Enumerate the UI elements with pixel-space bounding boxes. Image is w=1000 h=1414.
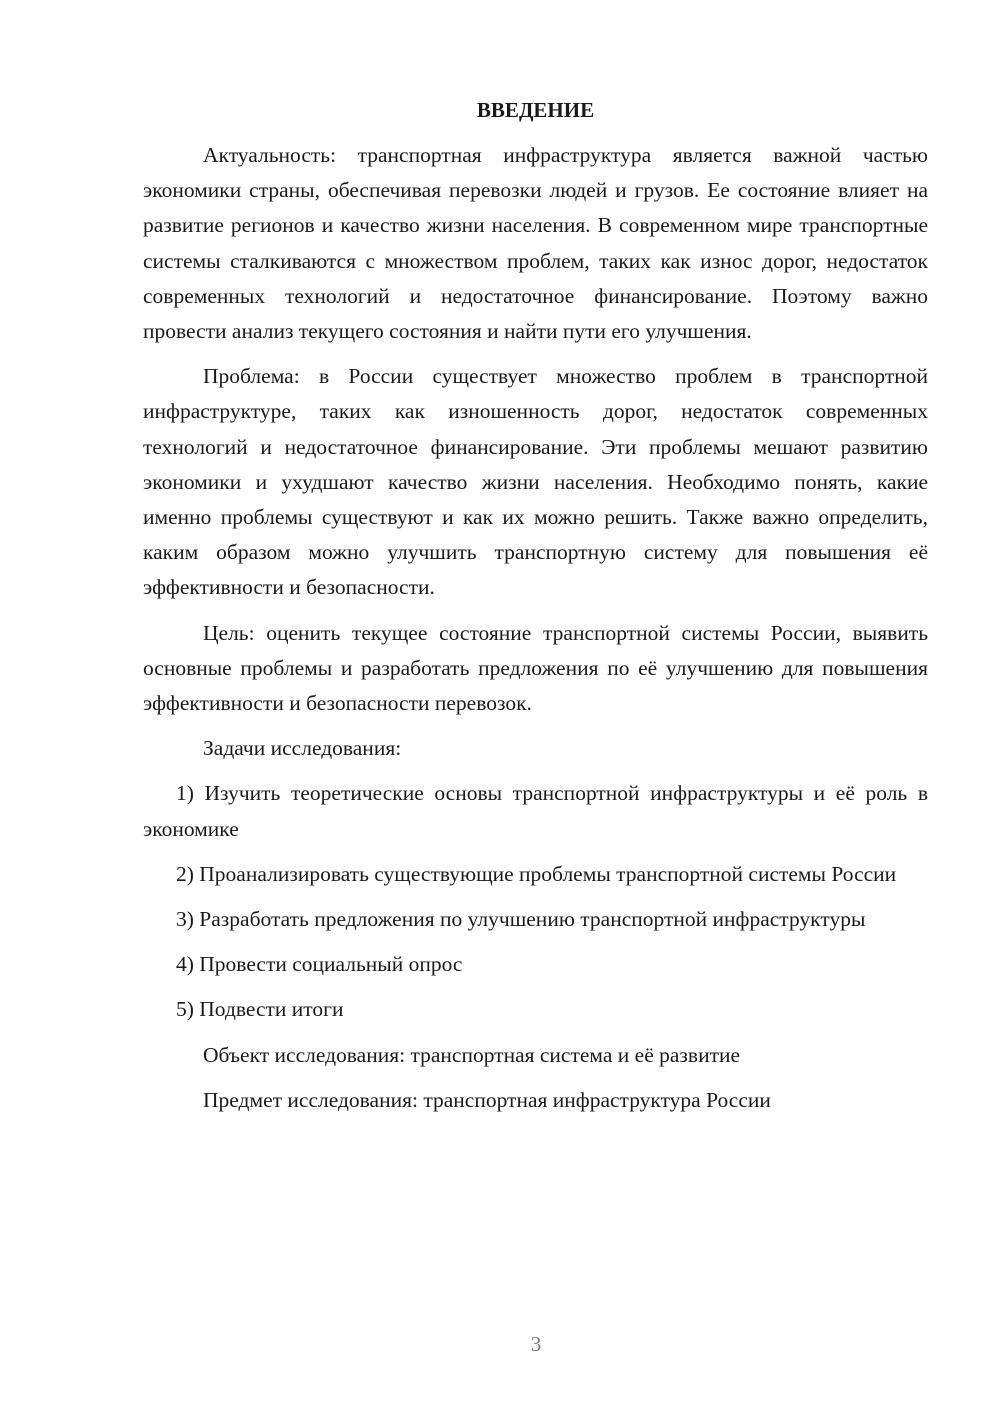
research-object: Объект исследования: транспортная система и её развитие: [203, 1042, 741, 1067]
section-title: ВВЕДЕНИЕ: [476, 98, 595, 122]
task-item: 2) Проанализировать существующие проблемы транспортной системы России: [176, 861, 897, 886]
page-number: 3: [530, 1332, 542, 1356]
task-item: 3) Разработать предложения по улучшению транспортной инфраструктуры: [176, 907, 866, 932]
task-item: 4) Провести социальный опрос: [176, 952, 463, 977]
problem-paragraph: Проблема: в России существует множество проблем в транспортной инфраструктуре, таких как изношенность дорог, недостаток современных технологий и недостаточное финансирование. Эти проблемы мешают развитию экономики и ухудшают качество жизни населения. Необходимо понять, какие именно проблемы существуют и как их можно решить. Также важно определить, каким образом можно улучшить транспортную систему для повышения её эффективности и безопасности.: [143, 364, 928, 600]
task-item: 1) Изучить теоретические основы транспортной инфраструктуры и её роль в экономике: [143, 781, 928, 841]
task-item: 5) Подвести итоги: [176, 997, 344, 1022]
goal-paragraph: Цель: оценить текущее состояние транспортной системы России, выявить основные проблемы и разработать предложения по её улучшению для повышения эффективности и безопасности перевозок.: [143, 620, 928, 716]
tasks-heading: Задачи исследования:: [203, 736, 402, 761]
relevance-paragraph: Актуальность: транспортная инфраструктура является важной частью экономики страны, обеспечивая перевозки людей и грузов. Ее состояние влияет на развитие регионов и качество жизни населения. В современном мире транспортные системы сталкиваются с множеством проблем, таких как износ дорог, недостаток современных технологий и недостаточное финансирование. Поэтому важно провести анализ текущего состояния и найти пути его улучшения.: [143, 143, 928, 344]
research-subject: Предмет исследования: транспортная инфраструктура России: [203, 1087, 771, 1112]
document-page: [143, 94, 928, 1128]
